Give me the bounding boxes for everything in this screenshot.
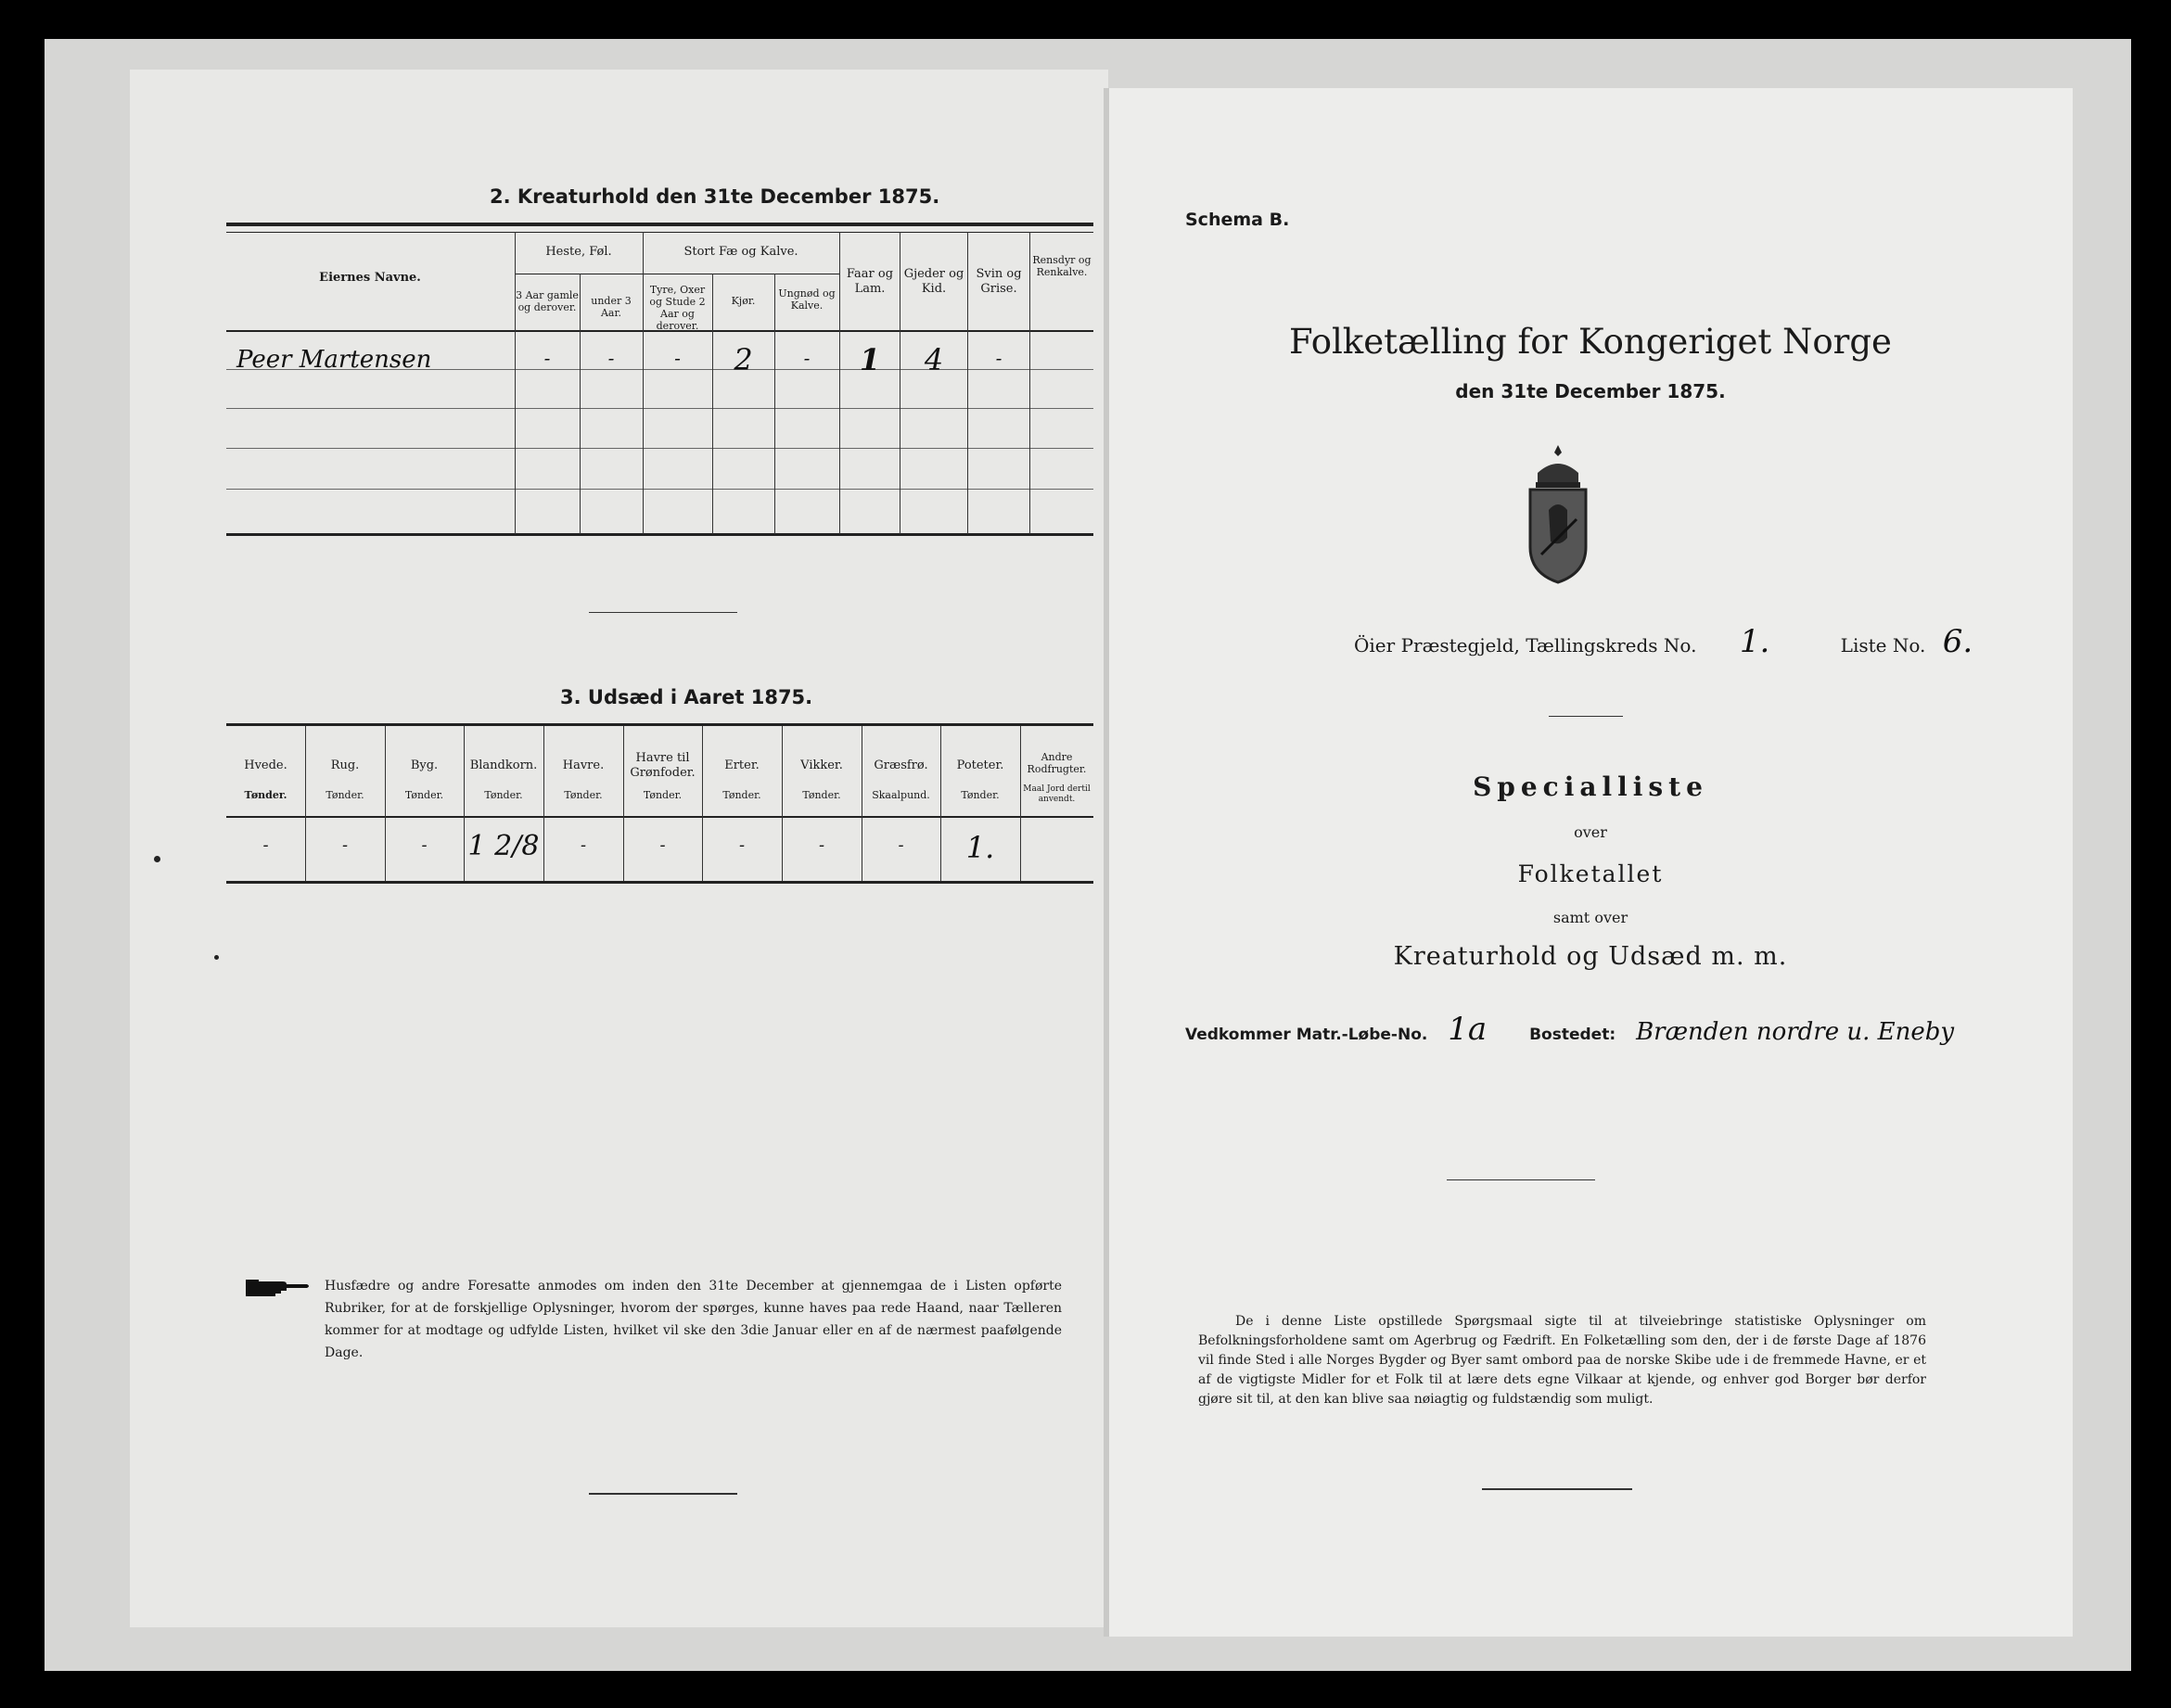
col-vikker: Vikker.	[800, 758, 843, 772]
right-footer-line	[1482, 1488, 1632, 1490]
horses-b-value: -	[607, 347, 615, 369]
col-andre-rodfrugter: Andre Rodfrugter.	[1027, 751, 1087, 775]
blandkorn-value: 1 2/8	[467, 830, 540, 862]
schema-label: Schema B.	[1185, 210, 1290, 230]
pigs-value: -	[995, 347, 1002, 369]
liste-no: 6.	[1942, 623, 1973, 660]
horses-header: Heste, Føl.	[545, 245, 612, 259]
punch-hole	[154, 856, 160, 862]
district-no: 1.	[1739, 623, 1770, 660]
byg-value: -	[421, 835, 428, 855]
samt-over-text: samt over	[1552, 909, 1628, 926]
notice-text: Husfædre og andre Foresatte anmodes om inden den 31te December at gjennemgaa de i Listen opførte Rubriker, for at de forskjellige Oplysninger, hvorom der spørges, kunne haves paa rede Haand, naar Tælleren kommer for at modtage og udfylde Listen, hvilket vil ske den 3die Januar eller en af de nærmest paafølgende Dage.	[325, 1279, 1062, 1360]
folketallet-text: Folketallet	[1517, 860, 1664, 887]
reindeer-header: Rensdyr og Renkalve.	[1032, 254, 1092, 278]
sheep-header: Faar og Lam.	[846, 267, 894, 296]
district-label: Præstegjeld, Tællingskreds No.	[1400, 634, 1697, 656]
horses-b-header: under 3 Aar.	[591, 295, 632, 319]
coat-of-arms-icon	[1521, 445, 1595, 584]
horses-a-value: -	[543, 347, 551, 369]
table2-top-rule	[226, 223, 1093, 226]
horses-a-header: 3 Aar gamle og derover.	[516, 289, 579, 313]
cattle-c-value: -	[803, 347, 811, 369]
matr-line	[1185, 1011, 1954, 1048]
poteter-value: 1.	[965, 830, 995, 865]
col-blandkorn: Blandkorn.	[469, 758, 538, 772]
cattle-b-value: 2	[734, 342, 753, 377]
erter-value: -	[738, 835, 746, 855]
pigs-header: Svin og Grise.	[976, 267, 1022, 296]
cattle-header: Stort Fæ og Kalve.	[683, 245, 798, 259]
col-rug: Rug.	[330, 758, 360, 772]
left-footer-line	[589, 1493, 737, 1495]
footnote-text: De i denne Liste opstillede Spørgsmaal sigte til at tilveiebringe statistiske Oplysninger om Befolkningsforholdene samt om Agerbrug og Fædrift. En Folketælling som den, der i de første Dage af 1876 vil finde Sted i alle Norges Bygder og Byer samt ombord paa de norske Skibe ude i de fremmede Havne, er et af de vigtigste Midler for et Folk til at lære dets egne Vilkaar at kjende, og enhver god Borger bør derfor gjøre sit til, at den kan blive saa nøiagtig og fuldstændig som muligt.	[1198, 1314, 1926, 1407]
pointing-hand-icon	[246, 1277, 311, 1299]
col-havre-gronfoder: Havre til Grønfoder.	[630, 751, 696, 780]
graesfro-value: -	[898, 835, 904, 855]
cattle-b-header: Kjør.	[731, 295, 756, 307]
col-poteter: Poteter.	[956, 758, 1004, 772]
cattle-a-header: Tyre, Oxer og Stude 2 Aar og derover.	[649, 284, 706, 332]
section3-title: 3. Udsæd i Aaret 1875.	[560, 686, 813, 708]
heading-date: den 31te December 1875.	[1455, 380, 1726, 402]
table3-top-rule	[226, 723, 1093, 726]
hvede-value: -	[262, 835, 269, 855]
sheep-value: 1	[859, 342, 881, 377]
liste-label: Liste No.	[1840, 634, 1926, 656]
vikker-value: -	[818, 835, 825, 855]
col-erter: Erter.	[724, 758, 760, 772]
rug-value: -	[341, 835, 349, 855]
district-line	[1354, 623, 1973, 660]
owner-name: Peer Martensen	[236, 346, 432, 374]
kreaturhold-text: Kreaturhold og Udsæd m. m.	[1393, 942, 1788, 971]
cattle-c-header: Ungnød og Kalve.	[778, 287, 836, 312]
matr-label: Vedkommer Matr.-Løbe-No.	[1185, 1026, 1428, 1044]
bosted-label: Bostedet:	[1529, 1026, 1616, 1044]
over-text: over	[1574, 823, 1607, 841]
table3-bottom-rule	[226, 881, 1093, 884]
matr-no: 1a	[1448, 1011, 1488, 1048]
separator-line	[589, 612, 737, 613]
havre-value: -	[580, 835, 587, 855]
district-prefix: Öier	[1354, 634, 1396, 656]
havre-gronfoder-value: -	[659, 835, 666, 855]
specialliste-heading: Specialliste	[1473, 771, 1708, 802]
owner-header: Eiernes Navne.	[319, 271, 421, 285]
col-graesfro: Græsfrø.	[874, 758, 928, 772]
col-havre: Havre.	[562, 758, 605, 772]
cattle-a-value: -	[674, 347, 681, 369]
table2-bottom-rule	[226, 533, 1093, 536]
goats-value: 4	[924, 342, 944, 377]
col-byg: Byg.	[410, 758, 439, 772]
main-heading: Folketælling for Kongeriget Norge	[1289, 322, 1892, 362]
goats-header: Gjeder og Kid.	[903, 267, 964, 296]
section2-title: 2. Kreaturhold den 31te December 1875.	[490, 185, 940, 208]
table3-header-rule	[226, 816, 1093, 818]
col-hvede: Hvede.	[244, 758, 287, 772]
bosted-value: Brænden nordre u. Eneby	[1636, 1018, 1955, 1046]
